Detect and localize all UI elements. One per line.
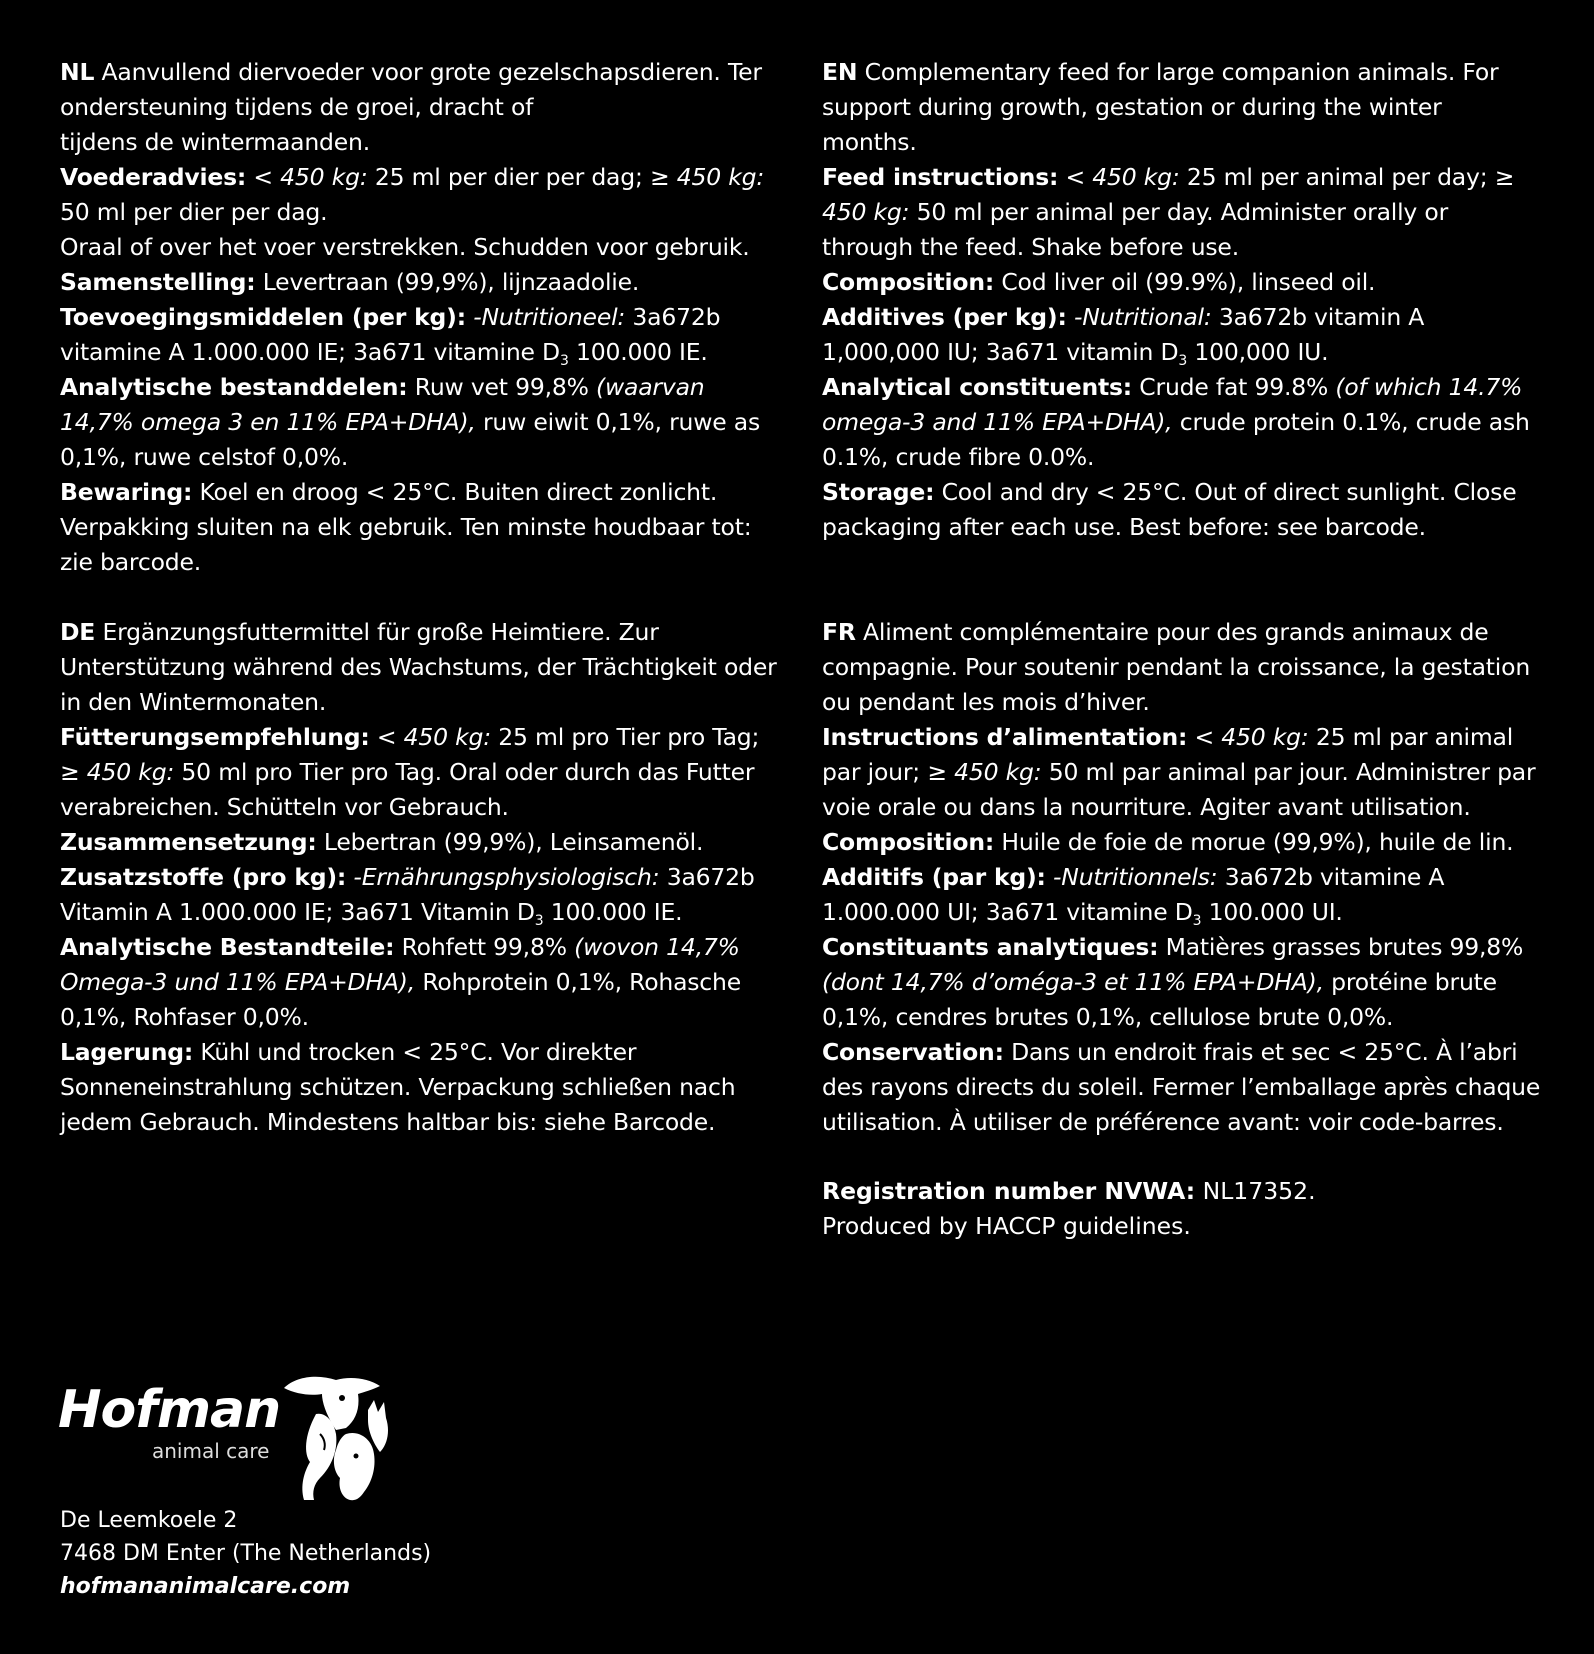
nl-intro: NL Aanvullend diervoeder voor grote gezelschapsdieren. Ter ondersteuning tijdens de groei, dracht of tijdens de wintermaanden. — [60, 58, 762, 156]
nl-composition: Samenstelling: Levertraan (99,9%), lijnzaadolie. — [60, 268, 640, 296]
nl-additives: Toevoegingsmiddelen (per kg): -Nutritioneel: 3a672b vitamine A 1.000.000 IE; 3a671 vitamine $D_3$ 100.000 IE. — [60, 303, 721, 369]
de-composition: Zusammensetzung: Lebertran (99,9%), Leinsamenöl. — [60, 828, 704, 856]
fr-section — [822, 615, 1542, 1140]
address-city: 7468 DM Enter (The Netherlands) — [60, 1541, 432, 1566]
company-address — [60, 1504, 431, 1603]
fr-composition: Composition: Huile de foie de morue (99,9%), huile de lin. — [822, 828, 1514, 856]
nl-storage: Bewaring: Koel en droog < 25°C. Buiten direct zonlicht. Verpakking sluiten na elk gebruik. Ten minste houdbaar tot: zie barcode. — [60, 478, 752, 576]
lang-code: NL — [60, 58, 95, 86]
fr-analytical: Constituants analytiques: Matières grasses brutes 99,8% (dont 14,7% d’oméga-3 et 11% EPA+DHA), protéine brute 0,1%, cendres brutes 0,1%, cellulose brute 0,0%. — [822, 933, 1524, 1031]
fr-additives: Additifs (par kg): -Nutritionnels: 3a672b vitamine A 1.000.000 UI; 3a671 vitamine $D_3$ 100.000 UI. — [822, 863, 1445, 929]
fr-intro: FR Aliment complémentaire pour des grands animaux de compagnie. Pour soutenir pendant la croissance, la gestation ou pendant les mois d’hiver. — [822, 618, 1531, 716]
lang-code: EN — [822, 58, 858, 86]
fr-feed-instructions: Instructions d’alimentation: < 450 kg: 25 ml par animal par jour; ≥ 450 kg: 50 ml par animal par jour. Administrer par voie orale ou dans la nourriture. Agiter avant utilisation. — [822, 723, 1536, 821]
lang-code: FR — [822, 618, 856, 646]
en-analytical: Analytical constituents: Crude fat 99.8% (of which 14.7% omega-3 and 11% EPA+DHA), crude protein 0.1%, crude ash 0.1%, crude fibre 0.0%. — [822, 373, 1530, 471]
de-analytical: Analytische Bestandteile: Rohfett 99,8% (wovon 14,7% Omega-3 und 11% EPA+DHA), Rohprotein 0,1%, Rohasche 0,1%, Rohfaser 0,0%. — [60, 933, 741, 1031]
en-composition: Composition: Cod liver oil (99.9%), linseed oil. — [822, 268, 1376, 296]
de-feed-advice: Fütterungsempfehlung: < 450 kg: 25 ml pro Tier pro Tag; ≥ 450 kg: 50 ml pro Tier pro Tag. Oral oder durch das Futter verabreichen. Schütteln vor Gebrauch. — [60, 723, 760, 821]
en-intro: EN Complementary feed for large companion animals. For support during growth, gestation or during the winter months. — [822, 58, 1499, 156]
de-storage: Lagerung: Kühl und trocken < 25°C. Vor direkter Sonneneinstrahlung schützen. Verpackung schließen nach jedem Gebrauch. Mindestens haltbar bis: siehe Barcode. — [60, 1038, 736, 1136]
brand-name: Hofman — [58, 1380, 281, 1440]
lang-code: DE — [60, 618, 96, 646]
de-section — [60, 615, 780, 1140]
brand-tagline: animal care — [152, 1439, 270, 1463]
de-intro: DE Ergänzungsfuttermittel für große Heimtiere. Zur Unterstützung während des Wachstums, der Trächtigkeit oder in den Wintermonaten. — [60, 618, 777, 716]
website-link[interactable]: hofmananimalcare.com — [60, 1574, 351, 1599]
en-section — [822, 55, 1542, 545]
registration-number: Registration number NVWA: NL17352. — [822, 1177, 1316, 1205]
fr-storage: Conservation: Dans un endroit frais et sec < 25°C. À l’abri des rayons directs du soleil. Fermer l’emballage après chaque utilisation. À utiliser de préférence avant: voir code-barres. — [822, 1038, 1541, 1136]
haccp-note: Produced by HACCP guidelines. — [822, 1212, 1191, 1240]
nl-feed-advice: Voederadvies: < 450 kg: 25 ml per dier per dag; ≥ 450 kg: 50 ml per dier per dag. Oraal of over het voer verstrekken. Schudden voor gebruik. — [60, 163, 765, 261]
brand-logo — [58, 1378, 398, 1498]
en-storage: Storage: Cool and dry < 25°C. Out of direct sunlight. Close packaging after each use. Best before: see barcode. — [822, 478, 1517, 541]
en-feed-instructions: Feed instructions: < 450 kg: 25 ml per animal per day; ≥ 450 kg: 50 ml per animal per day. Administer orally or through the feed. Shake before use. — [822, 163, 1515, 261]
de-additives: Zusatzstoffe (pro kg): -Ernährungsphysiologisch: 3a672b Vitamin A 1.000.000 IE; 3a671 Vitamin $D_3$ 100.000 IE. — [60, 863, 755, 929]
registration-block — [822, 1174, 1316, 1244]
nl-analytical: Analytische bestanddelen: Ruw vet 99,8% (waarvan 14,7% omega 3 en 11% EPA+DHA), ruw eiwit 0,1%, ruwe as 0,1%, ruwe celstof 0,0%. — [60, 373, 761, 471]
nl-section — [60, 55, 780, 580]
address-street: De Leemkoele 2 — [60, 1508, 238, 1533]
animals-icon — [276, 1374, 391, 1502]
en-additives: Additives (per kg): -Nutritional: 3a672b vitamin A 1,000,000 IU; 3a671 vitamin $D_3$ 100,000 IU. — [822, 303, 1425, 369]
